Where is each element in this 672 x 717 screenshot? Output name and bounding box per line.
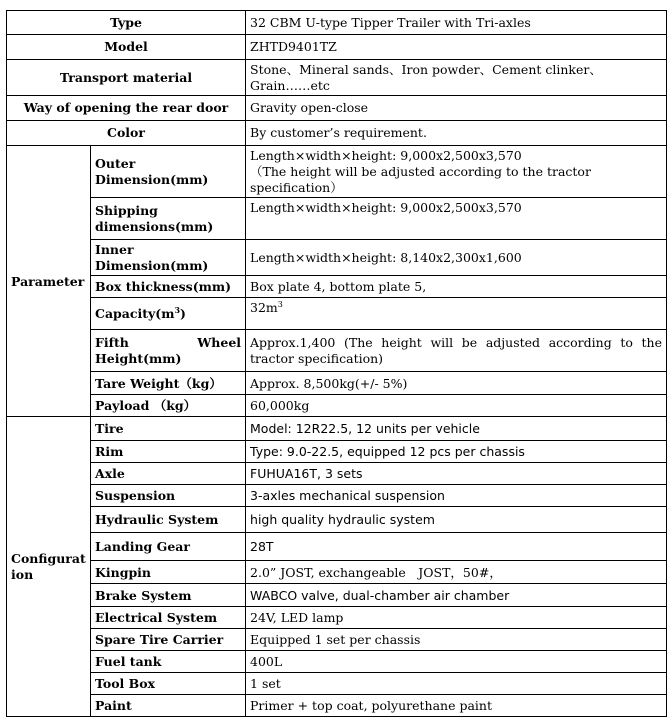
table-row (7, 485, 667, 507)
color-value: By customer’s requirement. (246, 121, 667, 146)
fuel-tank-value: 400L (246, 651, 667, 673)
capacity-label (91, 298, 246, 330)
table-row (7, 695, 667, 717)
table-row (7, 584, 667, 607)
paint-label: Paint (91, 695, 246, 717)
inner-dimension-label: Inner Dimension(mm) (91, 240, 246, 276)
parameter-group-label: Parameter (7, 146, 91, 417)
tare-weight-value: Approx. 8,500kg(+/- 5%) (246, 372, 667, 395)
capacity-label-prefix: Capacity(m (95, 306, 175, 322)
tare-weight-label: Tare Weight（kg） (91, 372, 246, 395)
landing-gear-label: Landing Gear (91, 533, 246, 561)
capacity-label-suffix: ) (180, 306, 186, 322)
type-value-text: 32 CBM U-type Tipper Trailer with Tri-axles (250, 14, 531, 30)
shipping-dimensions-value: Length×width×height: 9,000x2,500x3,570 (246, 198, 667, 240)
spec-sheet (6, 10, 667, 717)
configuration-label-line2: ion (11, 566, 34, 582)
capacity-value-sup: 3 (277, 300, 283, 310)
rim-value: Type: 9.0-22.5, equipped 12 pcs per chassis (246, 441, 667, 463)
configuration-group-label (7, 417, 91, 717)
table-row (7, 372, 667, 395)
table-row (7, 607, 667, 629)
hydraulic-system-label: Hydraulic System (91, 507, 246, 533)
table-row (7, 35, 667, 60)
tire-value: Model: 12R22.5, 12 units per vehicle (246, 417, 667, 441)
suspension-label: Suspension (91, 485, 246, 507)
shipping-dimensions-label-line1: Shipping (95, 203, 158, 218)
type-label: Type (7, 11, 246, 35)
color-label: Color (7, 121, 246, 146)
capacity-label-sup: 3 (174, 305, 181, 316)
outer-dimension-label: Outer Dimension(mm) (91, 146, 246, 198)
type-value (246, 11, 667, 35)
tire-label: Tire (91, 417, 246, 441)
outer-dimension-text: Length×width×height: 9,000x2,500x3,570 (250, 148, 522, 164)
table-row (7, 561, 667, 584)
table-row (7, 507, 667, 533)
electrical-system-label: Electrical System (91, 607, 246, 629)
tool-box-value: 1 set (246, 673, 667, 695)
table-row (7, 673, 667, 695)
hydraulic-system-value: high quality hydraulic system (246, 507, 667, 533)
rim-label: Rim (91, 441, 246, 463)
spare-tire-carrier-value: Equipped 1 set per chassis (246, 629, 667, 651)
table-row (7, 395, 667, 417)
table-row (7, 463, 667, 485)
model-label: Model (7, 35, 246, 60)
fuel-tank-label: Fuel tank (91, 651, 246, 673)
table-row (7, 417, 667, 441)
table-row (7, 441, 667, 463)
configuration-label-line1: Configurat (11, 551, 86, 567)
shipping-dimensions-label-line2: dimensions(mm) (95, 218, 214, 234)
brake-system-value: WABCO valve, dual-chamber air chamber (246, 584, 667, 607)
transport-material-label: Transport material (7, 60, 246, 96)
table-row (7, 533, 667, 561)
fifth-wheel-word2: Wheel (197, 335, 242, 351)
capacity-value-main: 32m (250, 300, 278, 316)
capacity-value (246, 298, 667, 330)
table-row (7, 96, 667, 121)
fifth-wheel-label-line1 (95, 335, 241, 351)
table-row (7, 240, 667, 276)
spare-tire-carrier-label: Spare Tire Carrier (91, 629, 246, 651)
tool-box-label: Tool Box (91, 673, 246, 695)
model-value: ZHTD9401TZ (246, 35, 667, 60)
rear-door-value: Gravity open-close (246, 96, 667, 121)
fifth-wheel-label (91, 330, 246, 372)
table-row (7, 198, 667, 240)
fifth-wheel-value: Approx.1,400 (The height will be adjusted according to the tractor specification) (246, 330, 667, 372)
rear-door-label: Way of opening the rear door (7, 96, 246, 121)
paint-value: Primer + top coat, polyurethane paint (246, 695, 667, 717)
electrical-system-value: 24V, LED lamp (246, 607, 667, 629)
fifth-wheel-word1: Fifth (95, 335, 129, 351)
table-row (7, 330, 667, 372)
spec-table (6, 10, 667, 717)
brake-system-label: Brake System (91, 584, 246, 607)
transport-material-value: Stone、Mineral sands、Iron powder、Cement clinker、Grain……etc (246, 60, 667, 96)
payload-value: 60,000kg (246, 395, 667, 417)
table-row (7, 60, 667, 96)
table-row (7, 121, 667, 146)
box-thickness-value: Box plate 4, bottom plate 5, (246, 276, 667, 298)
table-row (7, 276, 667, 298)
suspension-value: 3-axles mechanical suspension (246, 485, 667, 507)
box-thickness-label: Box thickness(mm) (91, 276, 246, 298)
kingpin-label: Kingpin (91, 561, 246, 584)
outer-dimension-value (246, 146, 667, 198)
table-row (7, 11, 667, 35)
table-row (7, 298, 667, 330)
inner-dimension-value: Length×width×height: 8,140x2,300x1,600 (246, 240, 667, 276)
landing-gear-value: 28T (246, 533, 667, 561)
axle-label: Axle (91, 463, 246, 485)
table-row (7, 651, 667, 673)
kingpin-value: 2.0” JOST, exchangeable JOST，50#， (246, 561, 667, 584)
table-row (7, 629, 667, 651)
payload-label: Payload （kg） (91, 395, 246, 417)
fifth-wheel-label-line2: Height(mm) (95, 350, 182, 366)
shipping-dimensions-label (91, 198, 246, 240)
axle-value: FUHUA16T, 3 sets (246, 463, 667, 485)
table-row (7, 146, 667, 198)
outer-dimension-note: （The height will be adjusted according to the tractor specification） (250, 163, 591, 195)
